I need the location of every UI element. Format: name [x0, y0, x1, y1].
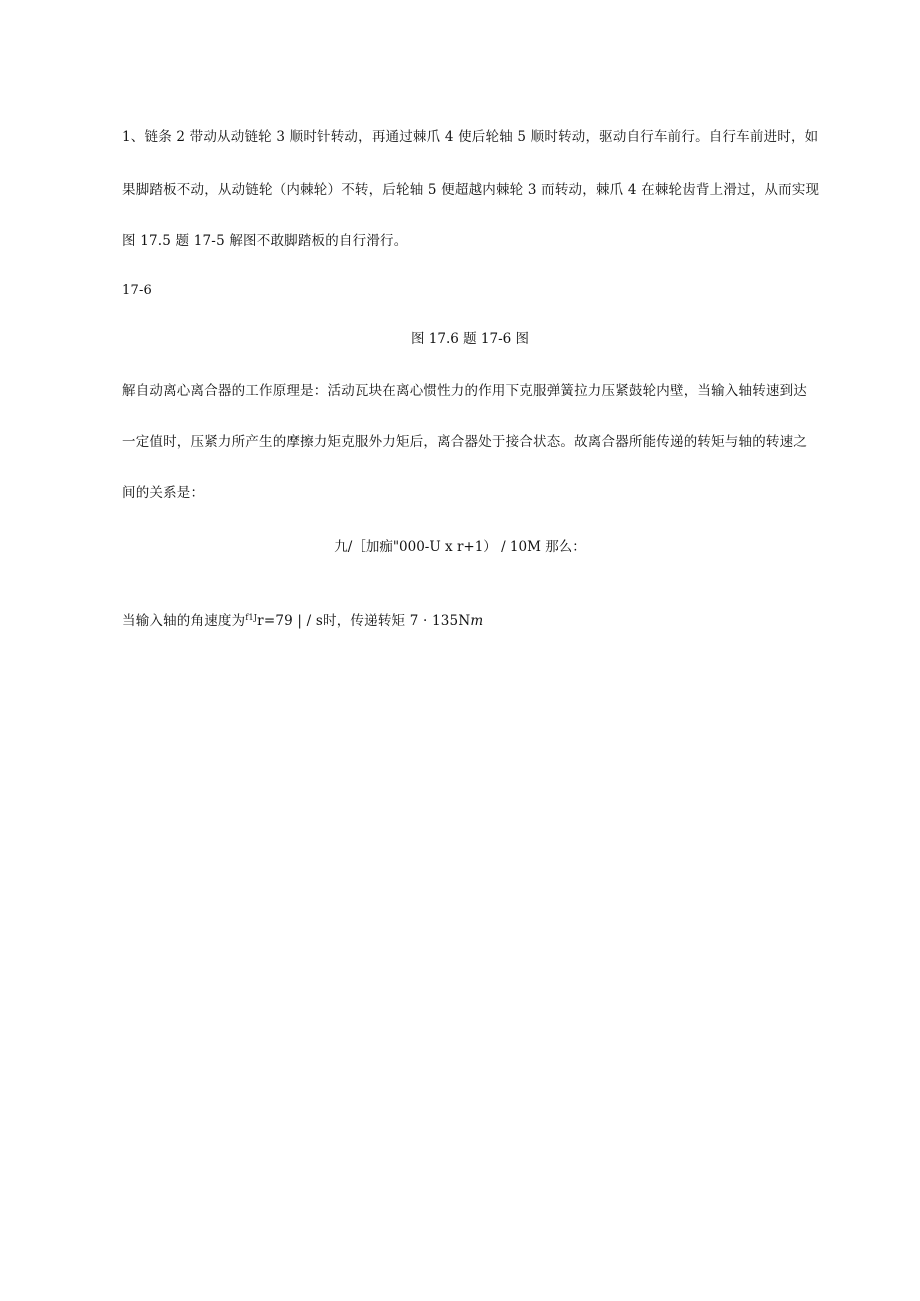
result-suffix: 时，传递转矩 7 · 135N	[323, 613, 471, 629]
result-value: r=79 | / s	[257, 613, 324, 629]
result-line	[122, 609, 822, 630]
paragraph-2-line-1: 解自动离心离合器的工作原理是：活动瓦块在离心惯性力的作用下克服弹簧拉力压紧鼓轮内壁，当输入轴转速到达	[122, 383, 807, 399]
result-prefix: 当输入轴的角速度为	[122, 613, 246, 629]
torque-formula: 九/［加痂"000-U x r+1） / 10M 那么：	[334, 539, 586, 555]
figure-caption: 图 17.6 题 17-6 图	[410, 331, 530, 347]
paragraph-1-line-2: 果脚踏板不动，从动链轮（内棘轮）不转，后轮轴 5 便超越内棘轮 3 而转动，棘爪 4 在棘轮齿背上滑过，从而实现	[122, 182, 820, 198]
paragraph-2-line-3: 间的关系是：	[122, 485, 205, 501]
paragraph-1-line-1: 1、链条 2 带动从动链轮 3 顺时针转动，再通过棘爪 4 使后轮轴 5 顺时转动，驱动自行车前行。自行车前进时，如	[122, 129, 819, 145]
paragraph-1-line-3: 图 17.5 题 17-5 解图不敢脚踏板的自行滑行。	[122, 233, 408, 249]
paragraph-2-line-2: 一定值时，压紧力所产生的摩擦力矩克服外力矩后，离合器处于接合状态。故离合器所能传递的转矩与轴的转速之	[122, 434, 807, 450]
section-heading: 17-6	[122, 283, 153, 298]
result-unit: m	[470, 613, 484, 629]
result-superscript: f1J	[245, 613, 258, 622]
